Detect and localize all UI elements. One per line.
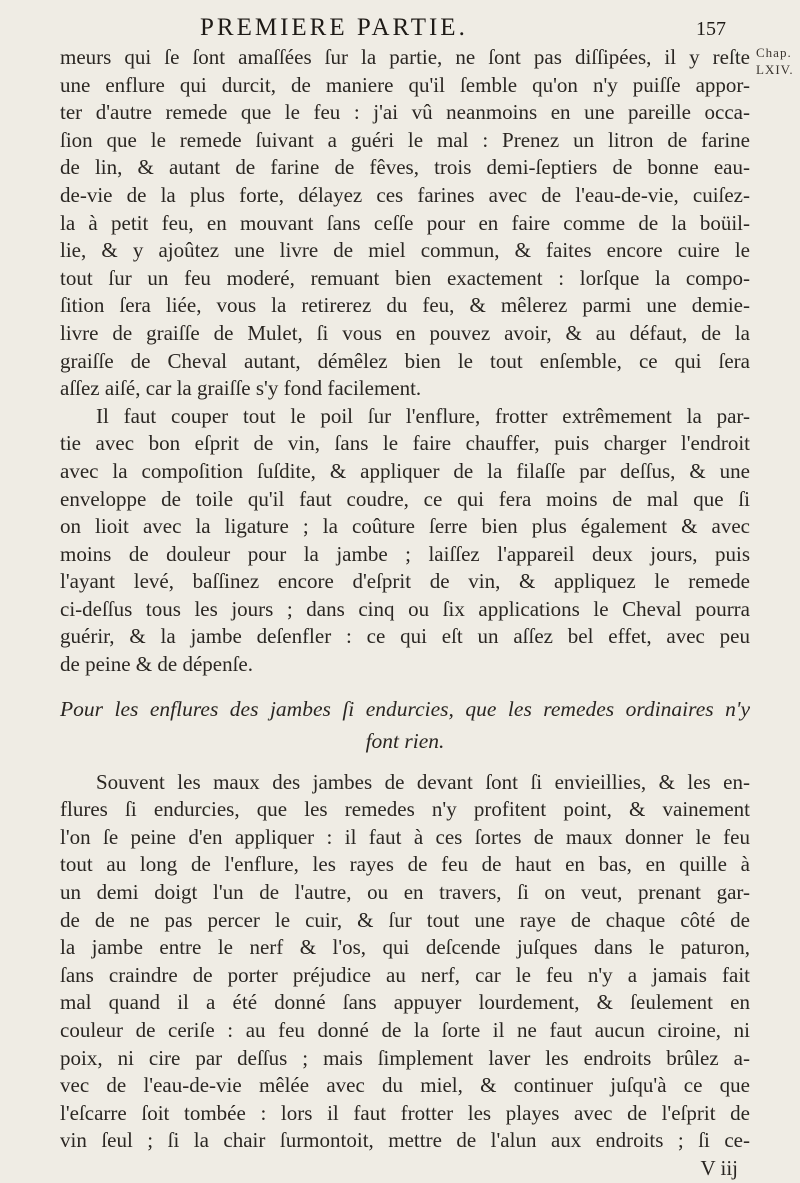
paragraph-application [60,403,750,679]
paragraph-firing [60,769,750,1155]
text-line: tout au long de l'enflure, les rayes de feu de haut en bas, en quille à [60,852,750,877]
text-line: de lin, & autant de farine de fêves, trois demi-ſeptiers de bonne eau- [60,155,750,180]
text-line: l'ayant levé, baſſinez encore d'eſprit de vin, & appliquez le remede [60,569,750,594]
text-line: ci-deſſus tous les jours ; dans cinq ou ſix applications le Cheval pourra [60,596,750,621]
chapter-number: LXIV. [756,62,794,77]
text-line: mal quand il a été donné ſans appuyer lourdement, & ſeulement en [60,990,750,1015]
text-line: tie avec bon eſprit de vin, ſans le faire chauffer, puis charger l'endroit [60,431,750,456]
text-line: poix, ni cire par deſſus ; mais ſimplement laver les endroits brûlez a- [60,1045,750,1070]
text-line: ſion que le remede ſuivant a guéri le mal : Prenez un litron de farine [60,127,750,152]
text-line: livre de graiſſe de Mulet, ſi vous en pouvez avoir, & au défaut, de la [60,320,750,345]
text-line: la à petit feu, en mouvant ſans ceſſe pour en faire comme de la boüil- [60,210,750,235]
text-line: vec de l'eau-de-vie mêlée avec du miel, & continuer juſqu'à ce que [60,1073,750,1098]
text-line: de-vie de la plus forte, délayez ces farines avec de l'eau-de-vie, cuiſez- [60,182,750,207]
running-title: PREMIERE PARTIE. [200,14,468,41]
text-line: enveloppe de toile qu'il faut coudre, ce qui fera moins de mal que ſi [60,486,750,511]
text-line: couleur de ceriſe : au feu donné de la ſorte il ne faut aucun ciroine, ni [60,1018,750,1042]
text-line: ſition ſera liée, vous la retirerez du feu, & mêlerez parmi une demie- [60,293,750,318]
text-line: flures ſi endurcies, que les remedes n'y profitent point, & vainement [60,797,750,822]
heading-line: Pour les enflures des jambes ſi endurcies, que les remedes ordinaires n'y [60,696,750,721]
text-line: de de ne pas percer le cuir, & ſur tout une raye de chaque côté de [60,907,750,932]
text-line: ter d'autre remede que le feu : j'ai vû neanmoins en une pareille occa- [60,100,750,125]
section-spacer [60,757,750,769]
text-block [60,44,750,1183]
text-line: Souvent les maux des jambes de devant ſont ſi envieillies, & les en- [96,769,750,794]
text-line: un demi doigt l'un de l'autre, ou en travers, ſi on veut, prenant gar- [60,880,750,905]
text-line: l'eſcarre ſoit tombée : lors il faut frotter les playes avec de l'eſprit de [60,1100,750,1125]
text-line: on lioit avec la ligature ; la coûture ſerre bien plus également & avec [60,514,750,539]
chapter-label: Chap. [756,45,792,60]
text-line: moins de douleur pour la jambe ; laiſſez l'appareil deux jours, puis [60,541,750,566]
chapter-margin-note [756,44,800,78]
text-line: guérir, & la jambe deſenfler : ce qui eſt un aſſez bel effet, avec peu [60,624,750,649]
text-line: Il faut couper tout le poil ſur l'enflure, frotter extrêmement la par- [96,403,750,428]
text-line: vin ſeul ; ſi la chair ſurmontoit, mettre de l'alun aux endroits ; ſi ce- [60,1128,750,1153]
signature-mark: V iij [700,1155,738,1180]
text-line: de peine & de dépenſe. [60,652,253,677]
paragraph-remedy [60,44,750,403]
section-spacer [60,679,750,693]
text-line: une enflure qui durcit, de maniere qu'il ſemble qu'on n'y puiſſe appor- [60,72,750,97]
text-line: lie, & y ajoûtez une livre de miel commun, & faites encore cuire le [60,238,750,263]
text-line: graiſſe de Cheval autant, démêlez bien le tout enſemble, ce qui ſera [60,348,750,373]
text-line: ſans craindre de porter préjudice au nerf, car le feu n'y a jamais fait [60,962,750,987]
text-line: la jambe entre le nerf & l'os, qui deſcende juſques dans le paturon, [60,935,750,960]
page-number: 157 [696,18,726,40]
text-line: tout ſur un feu moderé, remuant bien exactement : lorſque la compo- [60,265,750,290]
text-line: meurs qui ſe ſont amaſſées ſur la partie, ne ſont pas diſſipées, il y reſte [60,45,750,69]
section-heading [60,693,750,757]
heading-line: font rien. [365,728,445,753]
text-line: avec la compoſition ſuſdite, & appliquer de la filaſſe par deſſus, & une [60,458,750,483]
page-header [0,10,800,44]
text-line: aſſez aiſé, car la graiſſe s'y fond facilement. [60,376,422,401]
text-line: l'on ſe peine d'en appliquer : il faut à ces ſortes de maux donner le feu [60,824,750,849]
